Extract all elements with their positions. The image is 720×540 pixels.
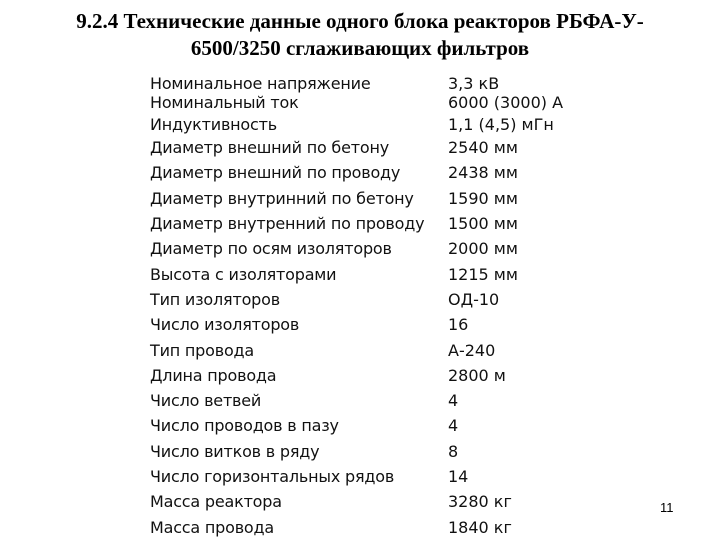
spec-param: Число изоляторов [150,315,300,335]
spec-param: Тип провода [150,340,255,360]
spec-param: Индуктивность [150,114,277,134]
spec-row [150,211,570,236]
spec-param: Число витков в ряду [150,441,320,461]
spec-param: Масса реактора [150,492,282,512]
spec-param: Номинальный ток [150,92,299,112]
slide-title [0,8,720,62]
spec-row [150,312,570,337]
spec-value: 3,3 кВ [448,74,500,93]
slide-title-line-2: 6500/3250 сглаживающих фильтров [190,36,530,60]
spec-row [150,489,570,514]
spec-param: Масса провода [150,517,274,537]
spec-row [150,186,570,211]
spec-row [150,363,570,388]
spec-value: ОД-10 [448,289,500,309]
spec-value: 8 [448,441,459,461]
spec-value: 16 [448,315,469,335]
spec-row [150,413,570,438]
spec-value: 6000 (3000) А [448,92,564,112]
spec-value: А-240 [448,340,496,360]
spec-param: Число горизонтальных рядов [150,467,395,486]
spec-row [150,261,570,286]
spec-row [150,514,570,539]
spec-row [150,135,570,160]
spec-value: 4 [448,391,459,411]
specs-table [150,76,570,540]
spec-row [150,91,570,113]
spec-row [150,236,570,261]
spec-param: Номинальное напряжение [150,74,371,93]
spec-param: Высота с изоляторами [150,264,337,284]
spec-value: 1840 кг [448,517,512,537]
spec-row [150,160,570,185]
spec-value: 2000 мм [448,239,518,259]
spec-param: Тип изоляторов [150,289,280,309]
spec-value: 2540 мм [448,138,518,158]
spec-value: 1590 мм [448,188,518,208]
spec-value: 14 [448,467,469,486]
spec-value: 2800 м [448,365,506,385]
spec-param: Диаметр по осям изоляторов [150,239,392,259]
spec-row [150,337,570,362]
spec-param: Длина провода [150,365,277,385]
page-number: 11 [660,500,674,515]
spec-row [150,113,570,135]
spec-param: Диаметр внутренний по проводу [150,214,425,234]
spec-row [150,287,570,312]
spec-param: Число ветвей [150,391,262,411]
spec-param: Диаметр внешний по бетону [150,138,389,158]
spec-value: 1500 мм [448,214,518,234]
spec-value: 2438 мм [448,163,518,183]
spec-value: 1,1 (4,5) мГн [448,114,554,134]
spec-value: 3280 кг [448,492,512,512]
spec-param: Число проводов в пазу [150,416,339,436]
spec-param: Диаметр внутринний по бетону [150,188,414,208]
slide-title-line-1: 9.2.4 Технические данные одного блока реакторов РБФА-У- [76,9,644,33]
spec-row [150,388,570,413]
spec-row [150,439,570,464]
spec-param: Диаметр внешний по проводу [150,163,401,183]
spec-value: 1215 мм [448,264,518,284]
spec-row [150,76,570,91]
spec-value: 4 [448,416,459,436]
spec-row [150,464,570,489]
